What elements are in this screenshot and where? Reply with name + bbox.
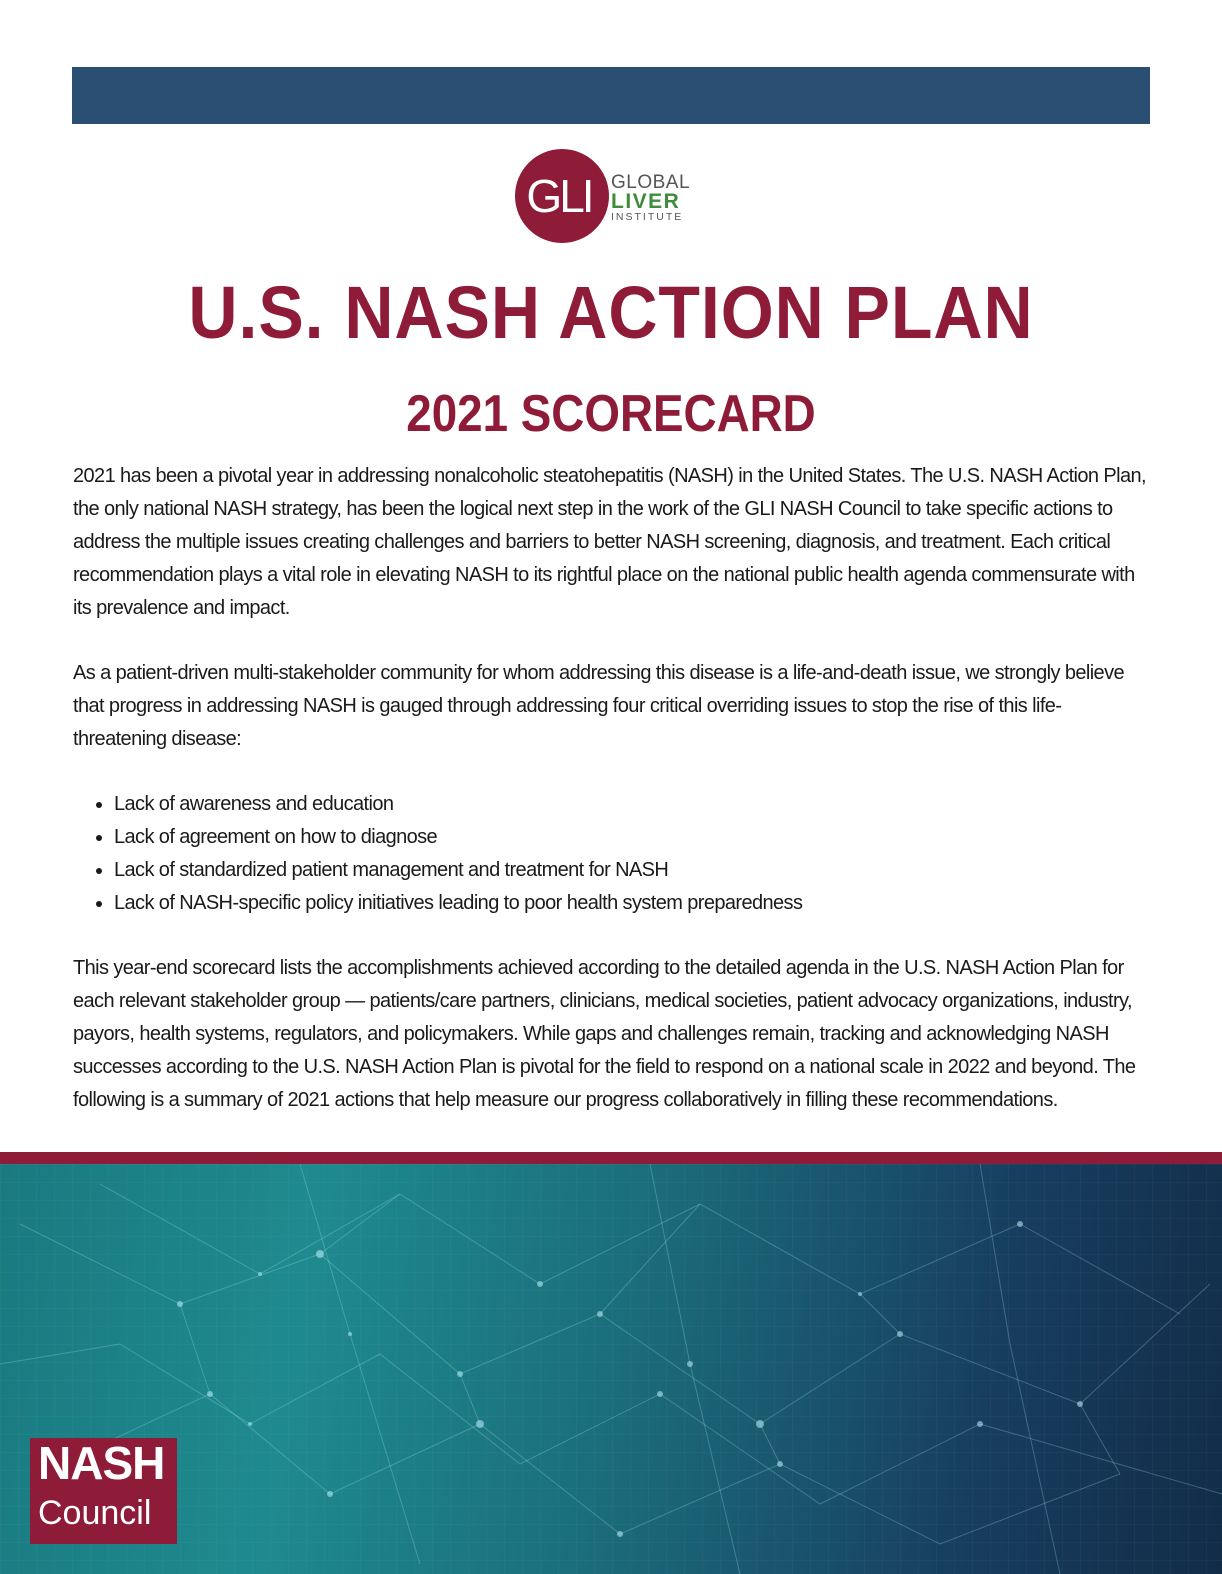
- network-background-image: [0, 1164, 1222, 1574]
- gli-logo-circle: [515, 149, 609, 243]
- list-item: • Lack of standardized patient management and treatment for NASH: [114, 854, 1153, 887]
- gli-logo: [515, 149, 715, 245]
- body-content: [73, 460, 1153, 1149]
- footer-divider: [0, 1152, 1222, 1164]
- issues-list: [73, 788, 1153, 920]
- list-item: • Lack of agreement on how to diagnose: [114, 821, 1153, 854]
- nash-council-logo: [30, 1438, 177, 1544]
- belief-paragraph: As a patient-driven multi-stakeholder community for whom addressing this disease is a life-and-death issue, we strongly believe that progress in addressing NASH is gauged through addressing four critical overriding issues to stop the rise of this life-threatening disease:: [73, 662, 1125, 750]
- gli-logo-wordmark: [611, 173, 690, 223]
- gli-logo-institute: INSTITUTE: [611, 211, 684, 223]
- gli-logo-global: GLOBAL: [611, 172, 691, 193]
- list-item: • Lack of awareness and education: [114, 788, 1153, 821]
- intro-paragraph: 2021 has been a pivotal year in addressing nonalcoholic steatohepatitis (NASH) in the United States. The U.S. NASH Action Plan, the only national NASH strategy, has been the logical next step in the work of the GLI NASH Council to take specific actions to address the multiple issues creating challenges and barriers to better NASH screening, diagnosis, and treatment. Each critical recommendation plays a vital role in elevating NASH to its rightful place on the national public health agenda commensurate with its prevalence and impact.: [73, 465, 1146, 619]
- nash-logo-word: NASH: [38, 1437, 165, 1489]
- list-item: • Lack of NASH-specific policy initiatives leading to poor health system preparedness: [114, 887, 1153, 920]
- nash-logo-council: Council: [38, 1494, 152, 1532]
- gli-logo-initials: GLI: [526, 170, 592, 222]
- gli-logo-liver: LIVER: [611, 190, 681, 213]
- page-title: U.S. NASH ACTION PLAN: [188, 271, 1034, 354]
- scorecard-paragraph: This year-end scorecard lists the accomplishments achieved according to the detailed agenda in the U.S. NASH Action Plan for each relevant stakeholder group — patients/care partners, clinicians, medical societies, patient advocacy organizations, industry, payors, health systems, regulators, and policymakers. While gaps and challenges remain, tracking and acknowledging NASH successes according to the U.S. NASH Action Plan is pivotal for the field to respond on a national scale in 2022 and beyond. The following is a summary of 2021 actions that help measure our progress collaboratively in filling these recommendations.: [73, 957, 1136, 1111]
- header-bar: [72, 67, 1150, 124]
- network-pattern: [0, 1164, 1222, 1574]
- page-subtitle: 2021 SCORECARD: [406, 385, 816, 443]
